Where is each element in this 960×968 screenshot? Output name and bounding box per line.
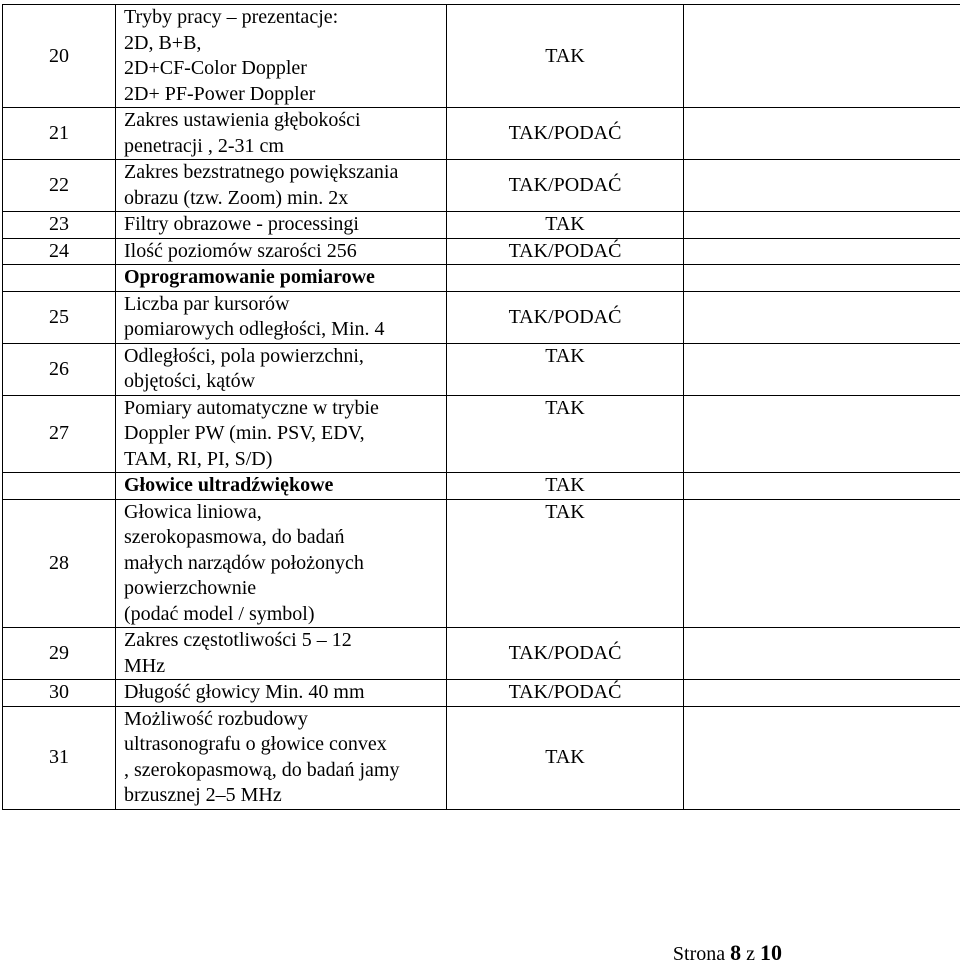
description-cell (116, 5, 447, 108)
offered-value-cell (684, 212, 960, 239)
requirement-cell (447, 108, 684, 160)
description-line: Zakres częstotliwości 5 – 12 (124, 629, 352, 651)
description-cell (116, 706, 447, 809)
description-line: 2D+CF-Color Doppler (124, 57, 307, 79)
description-line: 2D, B+B, (124, 31, 202, 54)
offered-value-cell (684, 265, 960, 292)
table-row (3, 291, 960, 343)
requirement-value: TAK (545, 396, 585, 419)
specification-table (2, 4, 960, 810)
requirement-cell (447, 628, 684, 680)
description-line: Odległości, pola powierzchni, (124, 344, 364, 367)
requirement-value: TAK/PODAĆ (508, 305, 622, 328)
description-cell (116, 108, 447, 160)
description-line: Liczba par kursorów (124, 292, 290, 315)
offered-value-cell (684, 160, 960, 212)
requirement-value: TAK/PODAĆ (508, 174, 622, 196)
requirement-value: TAK (545, 500, 585, 523)
description-line: pomiarowych odległości, Min. 4 (124, 318, 385, 340)
requirement-value: TAK (545, 44, 585, 67)
row-number-cell: 27 (3, 395, 116, 473)
requirement-cell (447, 706, 684, 809)
page-footer (673, 940, 782, 966)
description-line: Możliwość rozbudowy (124, 707, 308, 730)
row-number-cell (3, 265, 116, 292)
description-cell (116, 212, 447, 239)
description-line: Długość głowicy Min. 40 mm (124, 681, 365, 703)
description-line: małych narządów położonych (124, 551, 364, 574)
requirement-value: TAK/PODAĆ (508, 681, 622, 704)
description-line: Głowice ultradźwiękowe (124, 474, 334, 496)
row-number-cell: 30 (3, 680, 116, 707)
section-header-row (3, 265, 960, 292)
specification-table-body (3, 5, 960, 810)
table-row (3, 706, 960, 809)
requirement-cell (447, 499, 684, 628)
description-line: brzusznej 2–5 MHz (124, 784, 282, 806)
requirement-cell (447, 5, 684, 108)
requirement-cell (447, 265, 684, 292)
requirement-cell (447, 473, 684, 500)
description-cell (116, 291, 447, 343)
requirement-cell (447, 212, 684, 239)
table-row (3, 212, 960, 239)
row-number-cell: 29 (3, 628, 116, 680)
requirement-cell (447, 680, 684, 707)
offered-value-cell (684, 291, 960, 343)
footer-page-number: 8 (730, 940, 742, 965)
description-line: Ilość poziomów szarości 256 (124, 239, 357, 262)
row-number-cell: 31 (3, 706, 116, 809)
row-number-cell (3, 473, 116, 500)
requirement-cell (447, 343, 684, 395)
footer-page-total: 10 (760, 940, 782, 965)
description-line: TAM, RI, PI, S/D) (124, 447, 273, 470)
offered-value-cell (684, 5, 960, 108)
row-number-cell: 22 (3, 160, 116, 212)
requirement-value: TAK/PODAĆ (508, 642, 622, 664)
offered-value-cell (684, 238, 960, 265)
section-header-row (3, 473, 960, 500)
offered-value-cell (684, 499, 960, 628)
description-line: Filtry obrazowe - processingi (124, 213, 359, 235)
requirement-value: TAK/PODAĆ (508, 122, 622, 144)
requirement-value: TAK (545, 746, 585, 768)
description-line: Oprogramowanie pomiarowe (124, 266, 375, 288)
row-number-cell: 28 (3, 499, 116, 628)
table-row (3, 628, 960, 680)
requirement-cell (447, 291, 684, 343)
description-line: obrazu (tzw. Zoom) min. 2x (124, 186, 349, 209)
description-line: Głowica liniowa, (124, 500, 262, 523)
description-line: Tryby pracy – prezentacje: (124, 6, 339, 28)
description-cell (116, 499, 447, 628)
description-cell (116, 343, 447, 395)
row-number-cell: 20 (3, 5, 116, 108)
row-number-cell: 23 (3, 212, 116, 239)
offered-value-cell (684, 473, 960, 500)
offered-value-cell (684, 628, 960, 680)
description-cell (116, 473, 447, 500)
requirement-cell (447, 238, 684, 265)
description-line: 2D+ PF-Power Doppler (124, 82, 316, 105)
table-row (3, 343, 960, 395)
description-cell (116, 238, 447, 265)
offered-value-cell (684, 343, 960, 395)
requirement-value: TAK (545, 344, 585, 367)
requirement-cell (447, 395, 684, 473)
table-row (3, 680, 960, 707)
description-line: Doppler PW (min. PSV, EDV, (124, 422, 365, 444)
row-number-cell: 26 (3, 343, 116, 395)
description-line: , szerokopasmową, do badań jamy (124, 758, 400, 781)
footer-separator: z (746, 943, 755, 965)
table-row (3, 108, 960, 160)
requirement-value: TAK/PODAĆ (508, 239, 622, 262)
description-cell (116, 395, 447, 473)
row-number-cell: 24 (3, 238, 116, 265)
table-row (3, 160, 960, 212)
description-line: (podać model / symbol) (124, 602, 315, 625)
description-line: Zakres bezstratnego powiększania (124, 161, 399, 183)
table-row (3, 238, 960, 265)
requirement-value: TAK (545, 474, 585, 497)
description-line: Pomiary automatyczne w trybie (124, 396, 379, 419)
table-row (3, 395, 960, 473)
offered-value-cell (684, 680, 960, 707)
description-line: Zakres ustawienia głębokości (124, 109, 361, 131)
table-row (3, 499, 960, 628)
offered-value-cell (684, 108, 960, 160)
description-line: MHz (124, 654, 166, 677)
row-number-cell: 25 (3, 291, 116, 343)
description-line: powierzchownie (124, 577, 257, 599)
requirement-value: TAK (545, 213, 585, 236)
requirement-cell (447, 160, 684, 212)
description-line: penetracji , 2-31 cm (124, 134, 284, 157)
description-cell (116, 265, 447, 292)
row-number-cell: 21 (3, 108, 116, 160)
table-row (3, 5, 960, 108)
offered-value-cell (684, 706, 960, 809)
description-cell (116, 680, 447, 707)
description-line: ultrasonografu o głowice convex (124, 733, 387, 755)
description-cell (116, 628, 447, 680)
offered-value-cell (684, 395, 960, 473)
footer-prefix: Strona (672, 943, 726, 965)
description-line: objętości, kątów (124, 370, 256, 392)
description-cell (116, 160, 447, 212)
description-line: szerokopasmowa, do badań (124, 526, 345, 548)
